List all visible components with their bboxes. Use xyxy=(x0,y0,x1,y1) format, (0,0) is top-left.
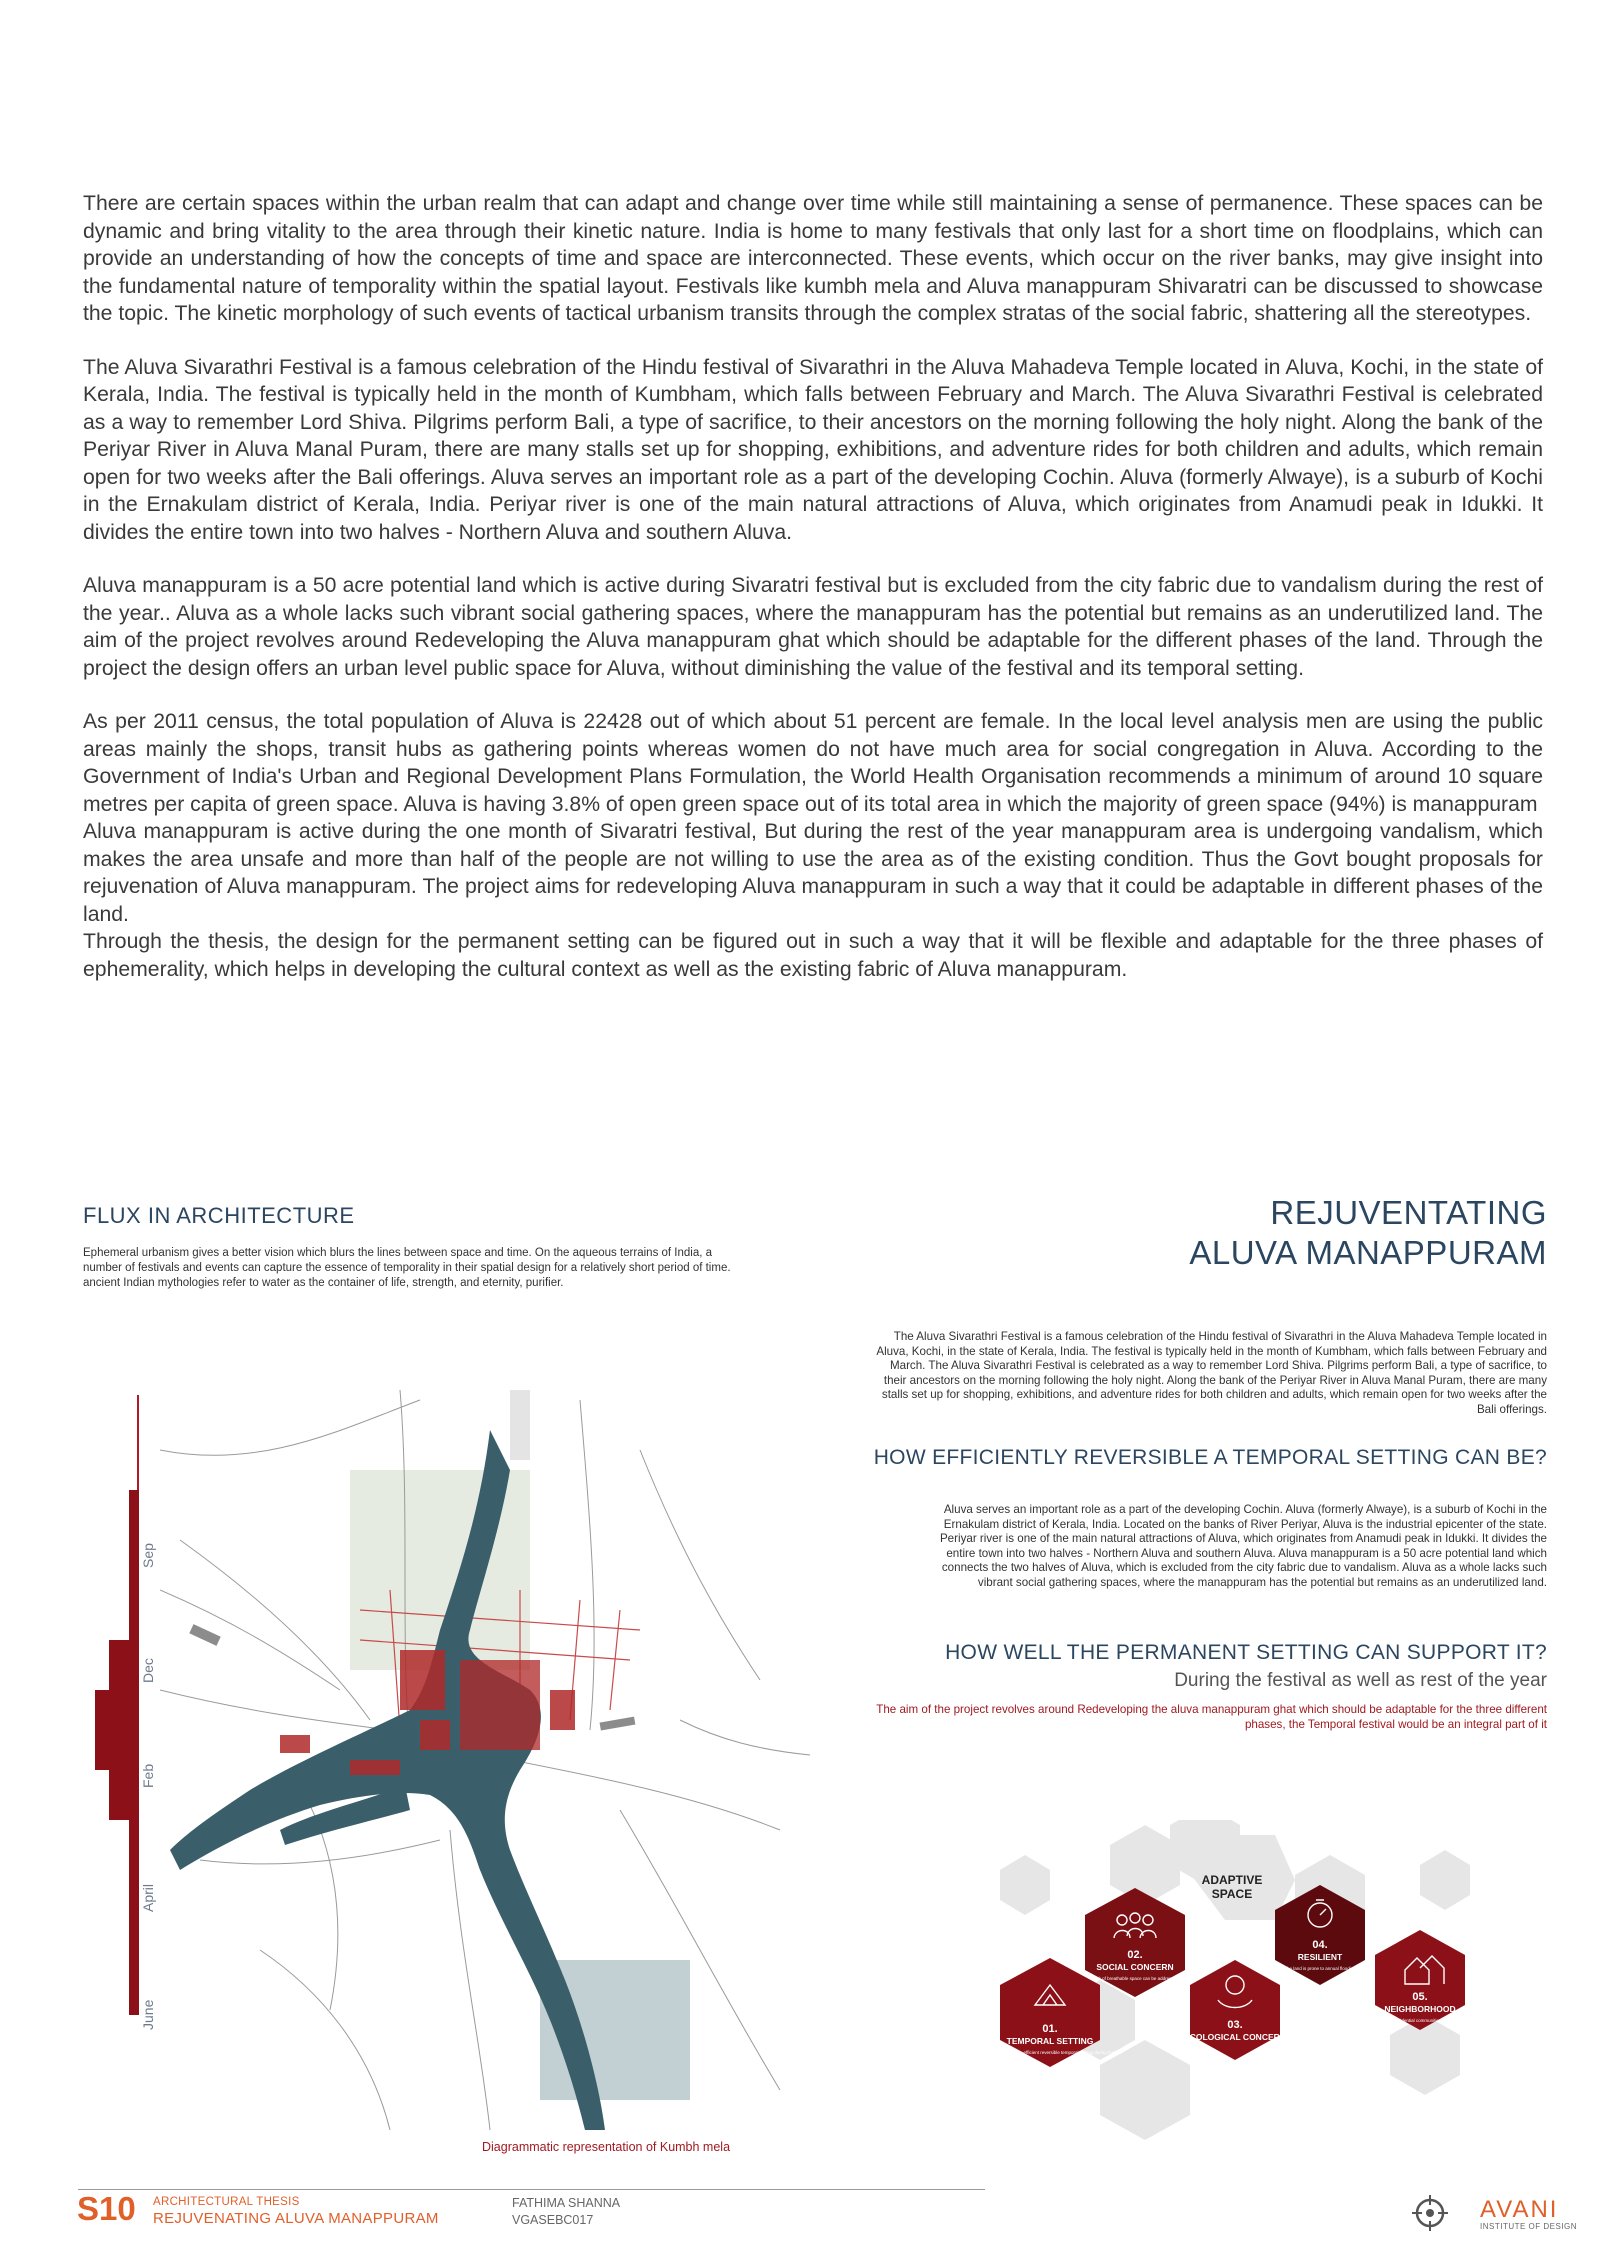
footer-divider xyxy=(78,2189,985,2190)
timeline-bar-max xyxy=(95,1690,139,1770)
student-id: VGASEBC017 xyxy=(512,2213,594,2227)
month-label-april: April xyxy=(140,1883,156,1912)
intro-paragraph-6: Through the thesis, the design for the permanent setting can be figured out in such a way that it will be flexible and adaptable for the three phases of ephemerality, which helps in developing the cultural context as well as the existing fabric of Aluva manappuram. xyxy=(83,930,1543,981)
hex-04-title: RESILIENT xyxy=(1297,1952,1343,1962)
hex-02-desc: Lack of breathable space can be addressed xyxy=(1091,1976,1179,1981)
hex-05-num: 05. xyxy=(1412,1991,1428,2003)
flux-text: Ephemeral urbanism gives a better vision which blurs the lines between space and time. On the aqueous terrains of India, a number of festivals and events can capture the essence of temporality in their spatial design for a relatively short period of time. ancient Indian mythologies refer to water as the container of life, strength, and eternity, purifier. xyxy=(83,1247,731,1289)
hex-05-title: NEIGHBORHOOD xyxy=(1384,2004,1456,2014)
hex-01-title: TEMPORAL SETTING xyxy=(1006,2036,1094,2046)
hex-05-desc: The neighborhood residential communities shouldn't be affected xyxy=(1356,2018,1484,2023)
heading-reversible: HOW EFFICIENTLY REVERSIBLE A TEMPORAL SETTING CAN BE? xyxy=(873,1446,1547,1469)
month-label-sep: Sep xyxy=(140,1543,156,1568)
month-label-dec: Dec xyxy=(140,1658,156,1683)
flux-title: FLUX IN ARCHITECTURE xyxy=(83,1203,355,1228)
hexagon-neighborhood xyxy=(1375,1930,1465,2030)
hexagon-white-spacer xyxy=(1100,2040,1190,2140)
project-aim-text: The aim of the project revolves around Redeveloping the aluva manappuram ghat which should be adaptable for the three different phases, the Temporal festival would be an integral part of it xyxy=(876,1703,1547,1731)
intro-paragraph-4: As per 2011 census, the total population of Aluva is 22428 out of which about 51 percent are female. In the local level analysis men are using the public areas mainly the shops, transit hubs as gathering points whereas women do not have much area for social congregation in Aluva. According to the Government of India's Urban and Regional Development Plans Formulation, the World Health Organisation recommends a minimum of around 10 square metres per capita of green space. Aluva is having 3.8% of open green space out of its total area in which the majority of green space (94%) is manappuram xyxy=(83,710,1543,816)
map-grey-strip xyxy=(510,1390,530,1460)
intro-paragraph-3: Aluva manappuram is a 50 acre potential land which is active during Sivaratri festival but is excluded from the city fabric due to vandalism during the rest of the year.. Aluva as a whole lacks such vibrant social gathering spaces, where the manappuram has the potential but remains as an underutilized land. The aim of the project revolves around Redeveloping the Aluva manappuram ghat which should be adaptable for the different phases of the land. Through the project the design offers an urban level public space for Aluva, without diminishing the value of the festival and its temporal setting. xyxy=(83,574,1543,680)
brand-logo: AVANI xyxy=(1480,2196,1559,2223)
hex-02-title: SOCIAL CONCERN xyxy=(1096,1962,1174,1972)
map-caption: Diagrammatic representation of Kumbh mela xyxy=(482,2140,731,2154)
sheet-code: S10 xyxy=(77,2190,136,2227)
compass-logo-icon xyxy=(1410,2193,1450,2233)
heading-permanent: HOW WELL THE PERMANENT SETTING CAN SUPPORT IT? xyxy=(945,1641,1547,1664)
adaptive-space-line1: ADAPTIVE xyxy=(1201,1873,1263,1887)
hex-03-num: 03. xyxy=(1227,2019,1243,2031)
project-title xyxy=(1189,1193,1547,1273)
intro-paragraph-2: The Aluva Sivarathri Festival is a famous celebration of the Hindu festival of Sivarathri in the Aluva Mahadeva Temple located in Aluva, Kochi, in the state of Kerala, India. The festival is typically held in the month of Kumbham, which falls between February and March. The Aluva Sivarathri Festival is celebrated as a way to remember Lord Shiva. Pilgrims perform Bali, a type of sacrifice, to their ancestors on the morning following the holy night. Along the bank of the Periyar River in Aluva Manal Puram, there are many stalls set up for shopping, exhibitions, and adventure rides for both children and adults, which remain open for two weeks after the Bali offerings. Aluva serves an important role as a part of the developing Cochin. Aluva (formerly Alwaye), is a suburb of Kochi in the Ernakulam district of Kerala, India. Periyar river is one of the main natural attractions of Aluva, which originates from Anamudi peak in Idukki. It divides the entire town into two halves - Northern Aluva and southern Aluva. xyxy=(83,355,1543,544)
hex-04-desc: The land is prone to annual flooding xyxy=(1284,1966,1356,1971)
intro-paragraph-5: Aluva manappuram is active during the one month of Sivaratri festival, But during the rest of the year manappuram area is undergoing vandalism, which makes the area unsafe and more than half of the people are not willing to use the area as of the existing condition. Thus the Govt bought proposals for rejuvenation of Aluva manappuram. The project aims for redeveloping Aluva manappuram in such a way that it could be adaptable in different phases of the land. xyxy=(83,820,1543,926)
project-title-line2: ALUVA MANAPPURAM xyxy=(1189,1234,1547,1271)
hexagon-diagram xyxy=(950,1820,1550,2140)
hex-01-num: 01. xyxy=(1042,2023,1058,2035)
project-paragraph-2: Aluva serves an important role as a part of the developing Cochin. Aluva (formerly Alwaye), is a suburb of Kochi in the Ernakulam district of Kerala, India. Located on the banks of River Periyar, Aluva is the industrial epicenter of the state. Periyar river is one of the main natural attractions of Aluva, which originates from Anamudi peak in Idukki. It divides the entire town into two halves - Northern Aluva and southern Aluva. Aluva manappuram is a 50 acre potential land which connects the two halves of Aluva, which is excluded from the city fabric due to vandalism. Aluva as a whole lacks such vibrant social gathering spaces, where the manappuram has the potential but remains as an underutilized land. xyxy=(939,1503,1547,1589)
subheading-permanent: During the festival as well as rest of the year xyxy=(1174,1670,1547,1691)
footer-thesis-label: ARCHITECTURAL THESIS xyxy=(153,2196,300,2208)
intro-paragraph-1: There are certain spaces within the urban realm that can adapt and change over time while still maintaining a sense of permanence. These spaces can be dynamic and bring vitality to the area through their kinetic nature. India is home to many festivals that only last for a short time on floodplains, which can provide an understanding of how the concepts of time and space are interconnected. These events, which occur on the river banks, may give insight into the fundamental nature of temporality within the spatial layout. Festivals like kumbh mela and Aluva manappuram Shivaratri can be discussed to showcase the topic. The kinetic morphology of such events of tactical urbanism transits through the complex stratas of the social fabric, shattering all the stereotypes. xyxy=(83,192,1543,325)
project-title-line1: REJUVENTATING xyxy=(1270,1194,1547,1231)
student-name: FATHIMA SHANNA xyxy=(512,2196,621,2210)
hex-02-num: 02. xyxy=(1127,1949,1143,1961)
brand-subtitle: INSTITUTE OF DESIGN xyxy=(1480,2222,1578,2231)
project-paragraph-1: The Aluva Sivarathri Festival is a famous celebration of the Hindu festival of Sivarathri in the Aluva Mahadeva Temple located in Aluva, Kochi, in the state of Kerala, India. The festival is typically held in the month of Kumbham, which falls between February and March. The Aluva Sivarathri Festival is celebrated as a way to remember Lord Shiva. Pilgrims perform Bali, a type of sacrifice, to their ancestors on the morning following the holy night. Along the bank of the Periyar River in Aluva Manal Puram, there are many stalls set up for shopping, exhibitions, and adventure rides for both children and adults, which remain open for two weeks after the Bali offerings. xyxy=(876,1330,1547,1416)
hex-03-title: ECOLOGICAL CONCERN xyxy=(1184,2032,1286,2042)
hex-04-num: 04. xyxy=(1312,1939,1328,1951)
footer-project-title: REJUVENATING ALUVA MANAPPURAM xyxy=(153,2210,439,2227)
month-label-june: June xyxy=(140,1999,156,2030)
hex-01-desc: The adaptability of the efficient reversible temporal setting during festival xyxy=(978,2050,1122,2055)
hexagon-ecological-concern xyxy=(1190,1960,1280,2060)
month-label-feb: Feb xyxy=(140,1763,156,1788)
adaptive-space-line2: SPACE xyxy=(1211,1887,1253,1901)
kumbh-mela-map xyxy=(160,1390,820,2130)
intro-text xyxy=(83,190,1543,983)
